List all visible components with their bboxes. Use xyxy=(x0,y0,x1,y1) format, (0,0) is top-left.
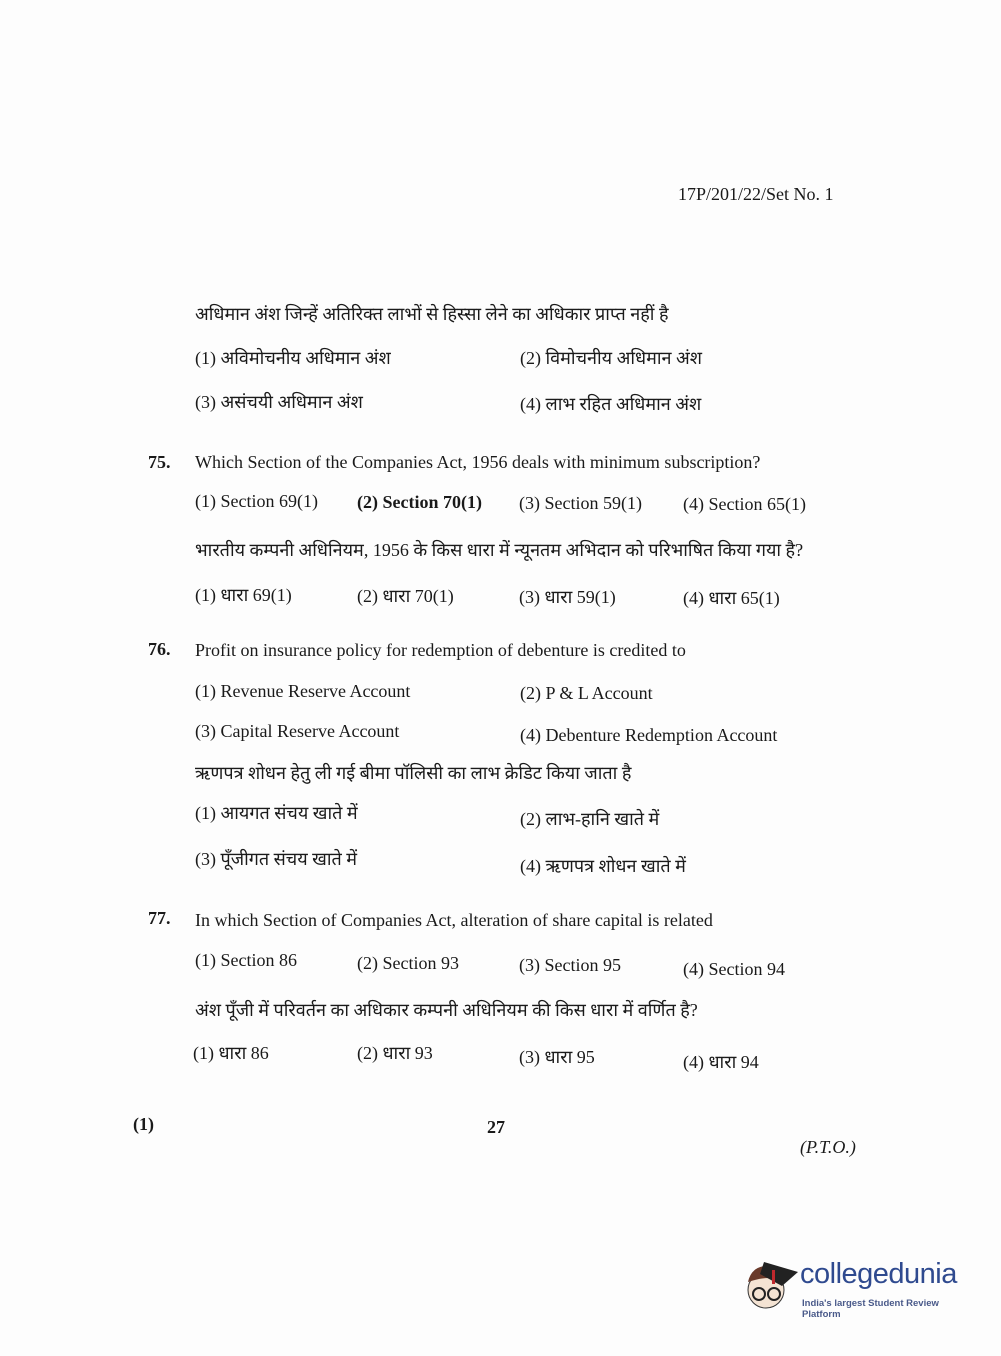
question-number: 76. xyxy=(148,639,171,659)
option: (2) विमोचनीय अधिमान अंश xyxy=(520,348,702,368)
footer-set-marker: (1) xyxy=(133,1114,154,1134)
option: (2) P & L Account xyxy=(520,683,653,703)
option: (2) धारा 70(1) xyxy=(357,586,454,606)
question-number: 75. xyxy=(148,452,171,472)
option: (3) असंचयी अधिमान अंश xyxy=(195,392,363,412)
question-text-hindi: अंश पूँजी में परिवर्तन का अधिकार कम्पनी अधिनियम की किस धारा में वर्णित है? xyxy=(195,1000,698,1020)
option: (4) Section 65(1) xyxy=(683,494,806,514)
option: (3) Section 59(1) xyxy=(519,493,642,513)
question-text: In which Section of Companies Act, alteration of share capital is related xyxy=(195,910,713,930)
paper-code: 17P/201/22/Set No. 1 xyxy=(678,184,834,204)
option: (1) धारा 86 xyxy=(193,1043,269,1063)
question-text-hindi: भारतीय कम्पनी अधिनियम, 1956 के किस धारा में न्यूनतम अभिदान को परिभाषित किया गया है? xyxy=(195,540,804,560)
q74-hindi-text: अधिमान अंश जिन्हें अतिरिक्त लाभों से हिस्सा लेने का अधिकार प्राप्त नहीं है xyxy=(195,304,669,324)
page-number: 27 xyxy=(487,1117,505,1137)
option: (4) धारा 65(1) xyxy=(683,588,780,608)
option: (2) Section 93 xyxy=(357,953,459,973)
question-text-hindi: ऋणपत्र शोधन हेतु ली गई बीमा पॉलिसी का लाभ क्रेडिट किया जाता है xyxy=(195,763,632,783)
option: (1) आयगत संचय खाते में xyxy=(195,803,358,823)
logo-tagline: India's largest Student Review Platform xyxy=(802,1298,939,1320)
option: (4) लाभ रहित अधिमान अंश xyxy=(520,394,702,414)
option: (2) Section 70(1) xyxy=(357,492,482,512)
please-turn-over: (P.T.O.) xyxy=(800,1137,856,1157)
option: (1) Revenue Reserve Account xyxy=(195,681,411,701)
option: (3) धारा 95 xyxy=(519,1047,595,1067)
option: (4) ऋणपत्र शोधन खाते में xyxy=(520,856,686,876)
mascot-logo-icon xyxy=(742,1252,802,1316)
collegedunia-watermark xyxy=(742,1252,972,1320)
option: (3) Capital Reserve Account xyxy=(195,721,400,741)
logo-wordmark: collegedunia xyxy=(800,1258,957,1290)
option: (4) Section 94 xyxy=(683,959,785,979)
option: (3) धारा 59(1) xyxy=(519,587,616,607)
option: (2) धारा 93 xyxy=(357,1043,433,1063)
option: (4) Debenture Redemption Account xyxy=(520,725,778,745)
option: (3) पूँजीगत संचय खाते में xyxy=(195,849,358,869)
option: (1) Section 69(1) xyxy=(195,491,318,511)
option: (1) अविमोचनीय अधिमान अंश xyxy=(195,348,391,368)
question-text: Profit on insurance policy for redemption of debenture is credited to xyxy=(195,640,686,660)
option: (2) लाभ-हानि खाते में xyxy=(520,809,660,829)
question-text: Which Section of the Companies Act, 1956 deals with minimum subscription? xyxy=(195,452,761,472)
option: (1) धारा 69(1) xyxy=(195,585,292,605)
question-number: 77. xyxy=(148,908,171,928)
option: (1) Section 86 xyxy=(195,950,297,970)
option: (3) Section 95 xyxy=(519,955,621,975)
option: (4) धारा 94 xyxy=(683,1052,759,1072)
